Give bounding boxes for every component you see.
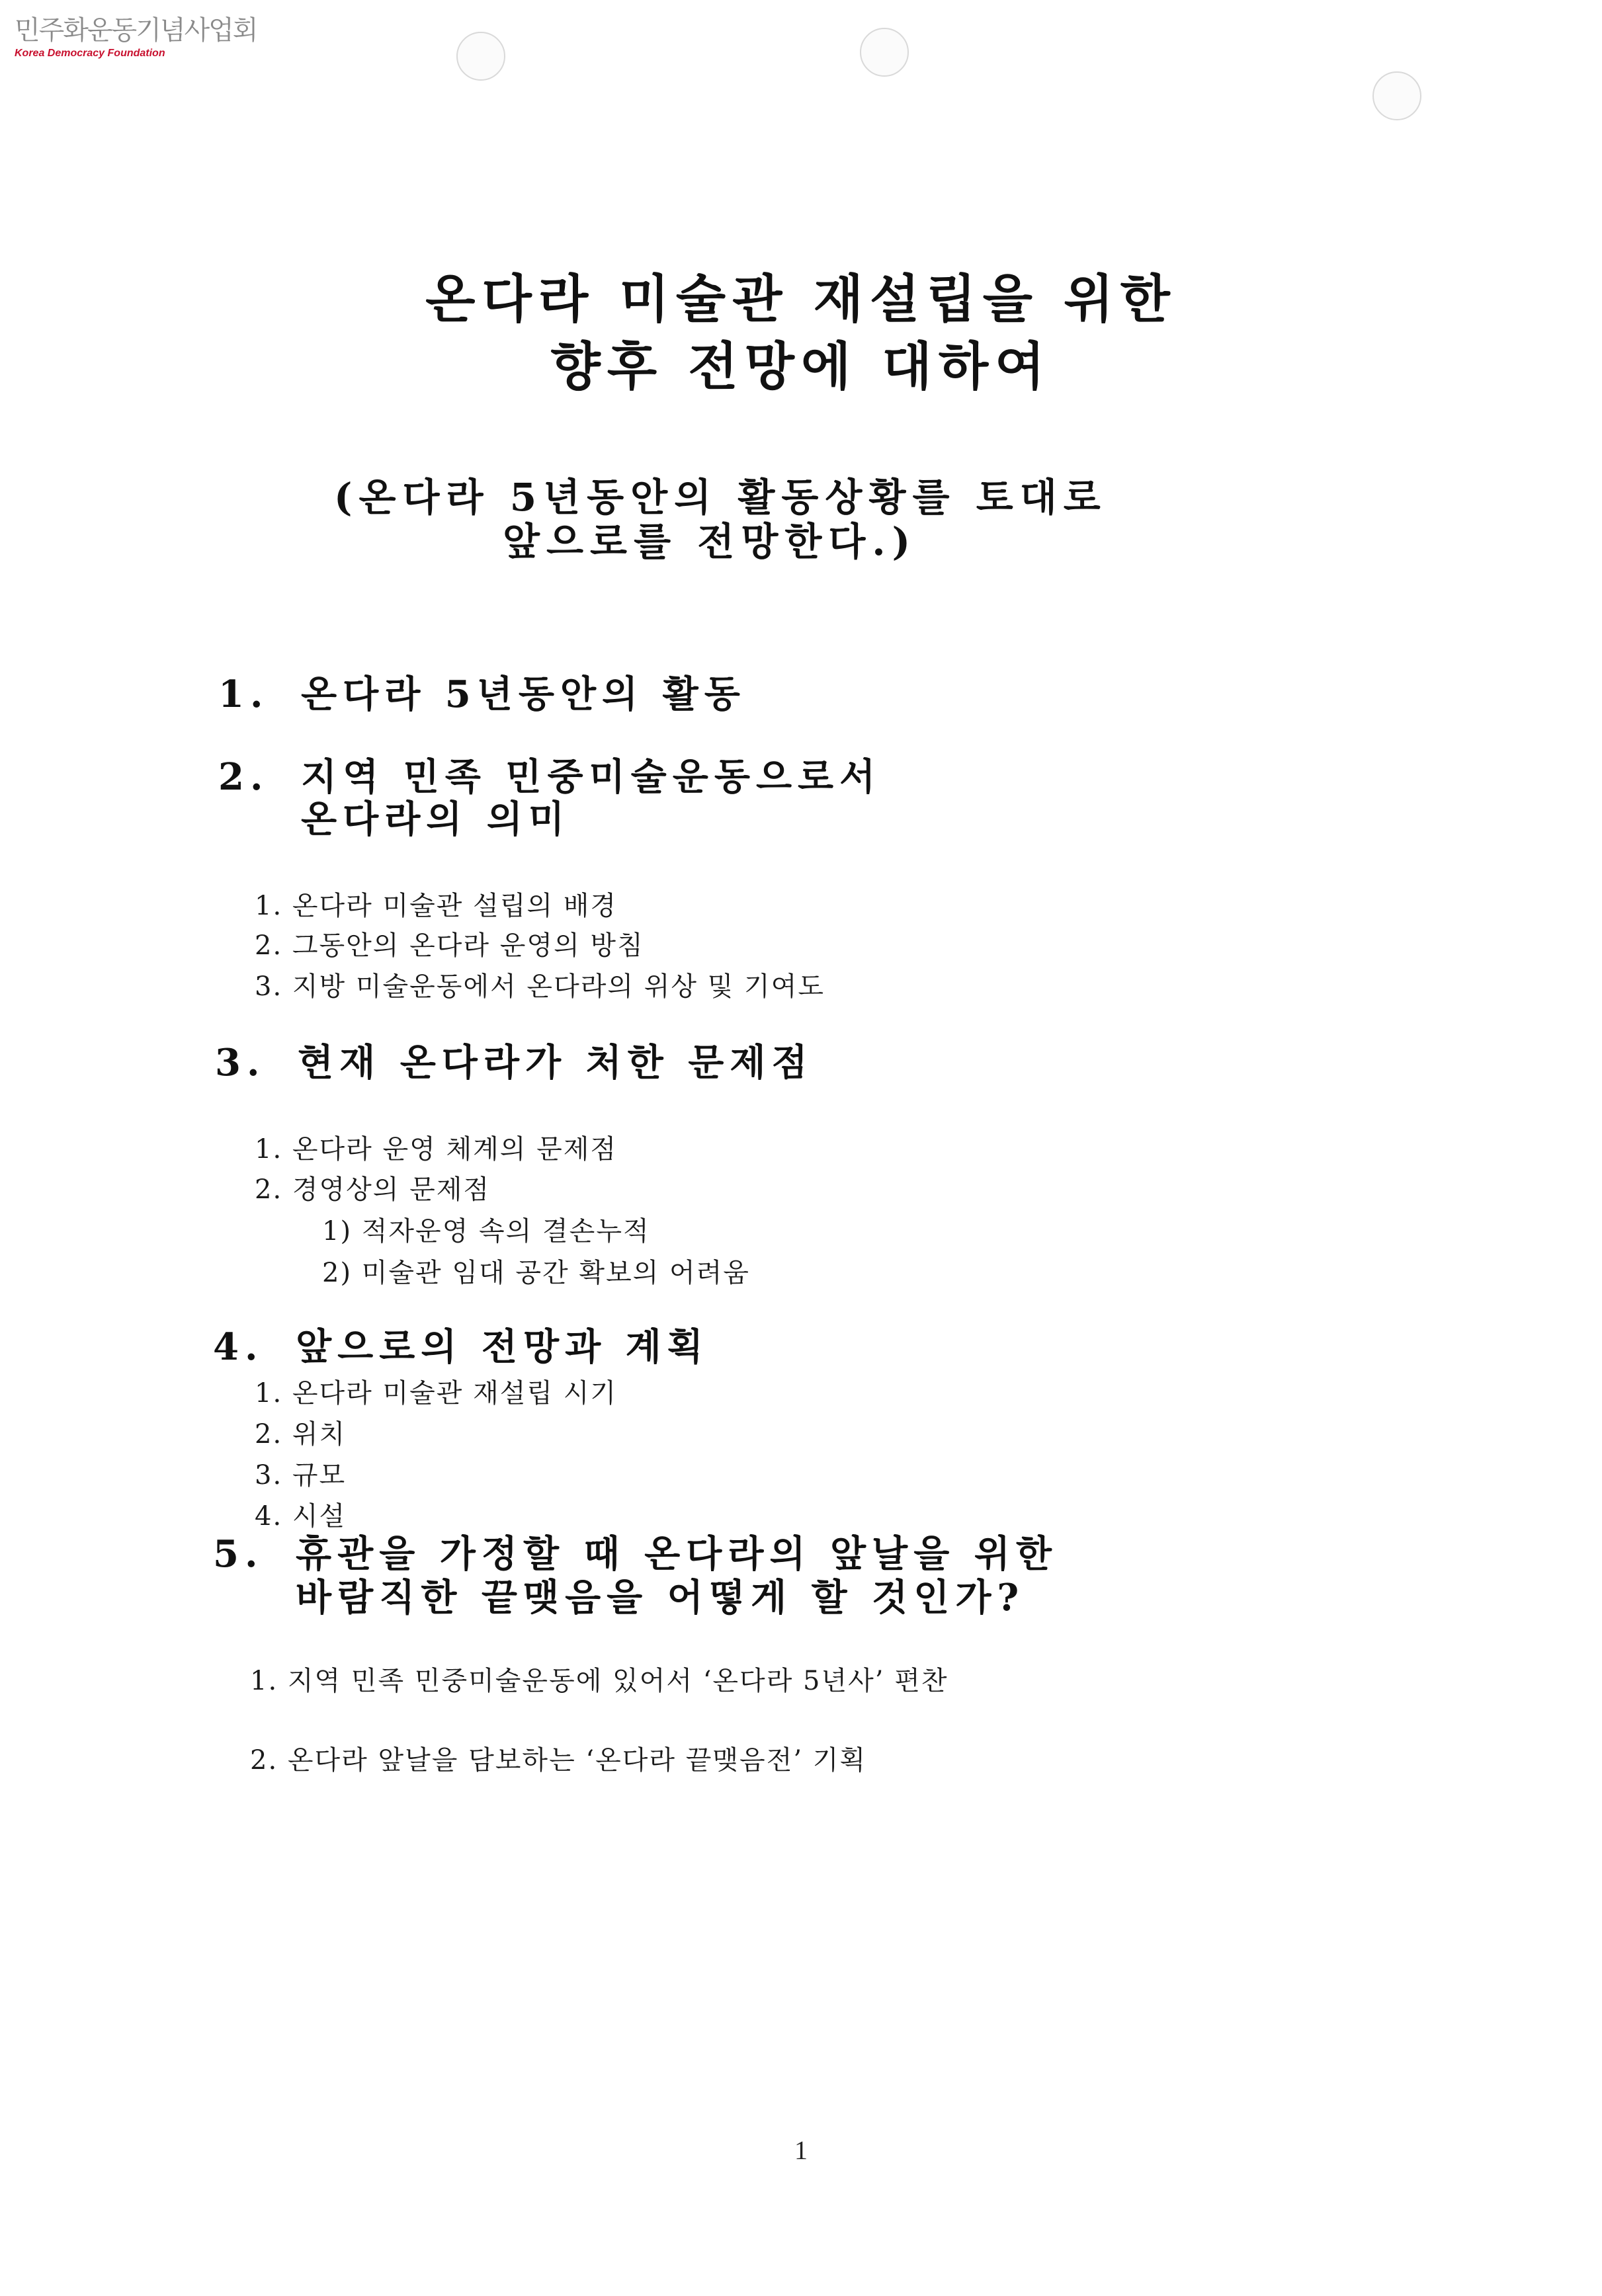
section-number: 1.	[218, 673, 269, 716]
section-number: 2.	[218, 755, 269, 799]
section-title: 현재 온다라가 처한 문제점	[298, 1041, 814, 1085]
document-subtitle-line2: 앞으로를 전망한다.)	[503, 519, 917, 564]
section-3-heading	[215, 1042, 814, 1084]
section-5-heading	[213, 1533, 1058, 1575]
section-5-item-1: 1. 지역 민족 민중미술운동에 있어서 ‘온다라 5년사’ 편찬	[250, 1666, 949, 1696]
section-4-item-4: 4. 시설	[255, 1501, 347, 1532]
section-2-item-1: 1. 온다라 미술관 설립의 배경	[255, 891, 618, 921]
section-3-subitem-1: 1) 적자운영 속의 결손누적	[322, 1216, 650, 1247]
logo-english-text: Korea Democracy Foundation	[15, 48, 165, 59]
section-3-subitem-2: 2) 미술관 임대 공간 확보의 어려움	[322, 1258, 750, 1288]
logo-korean-text: 민주화운동기념사업회	[15, 15, 257, 46]
punch-hole-left	[456, 32, 505, 81]
section-number: 4.	[213, 1325, 264, 1369]
document-title-line2: 향후 전망에 대하여	[550, 337, 1052, 397]
section-3-item-1: 1. 온다라 운영 체계의 문제점	[255, 1134, 618, 1165]
section-5-heading-line2: 바람직한 끝맺음을 어떻게 할 것인가?	[296, 1576, 1025, 1620]
page-number: 1	[794, 2135, 808, 2165]
document-subtitle-line1: (온다라 5년동안의 활동상황를 토대로	[334, 475, 1107, 520]
section-4-item-2: 2. 위치	[255, 1419, 347, 1450]
document-title-line1: 온다라 미술관 재설립을 위한	[425, 270, 1177, 329]
punch-hole-middle	[860, 28, 909, 77]
section-2-item-2: 2. 그동안의 온다라 운영의 방침	[255, 930, 644, 961]
section-2-heading	[218, 756, 881, 798]
section-5-item-2: 2. 온다라 앞날을 담보하는 ‘온다라 끝맺음전’ 기획	[250, 1745, 867, 1776]
foundation-logo	[15, 15, 257, 61]
section-2-heading-line2: 온다라의 의미	[301, 798, 571, 841]
section-number: 5.	[213, 1532, 264, 1576]
section-4-heading	[213, 1326, 709, 1368]
section-1-heading	[218, 673, 746, 716]
section-title: 앞으로의 전망과 계획	[296, 1325, 709, 1369]
section-2-item-3: 3. 지방 미술운동에서 온다라의 위상 및 기여도	[255, 971, 825, 1002]
section-number: 3.	[215, 1041, 266, 1085]
punch-hole-right	[1372, 71, 1421, 120]
section-title: 온다라 5년동안의 활동	[301, 673, 746, 716]
section-4-item-3: 3. 규모	[255, 1460, 347, 1491]
section-4-item-1: 1. 온다라 미술관 재설립 시기	[255, 1378, 618, 1409]
section-title: 휴관을 가정할 때 온다라의 앞날을 위한	[296, 1532, 1058, 1576]
section-3-item-2: 2. 경영상의 문제점	[255, 1174, 491, 1205]
section-title: 지역 민족 민중미술운동으로서	[301, 755, 882, 799]
